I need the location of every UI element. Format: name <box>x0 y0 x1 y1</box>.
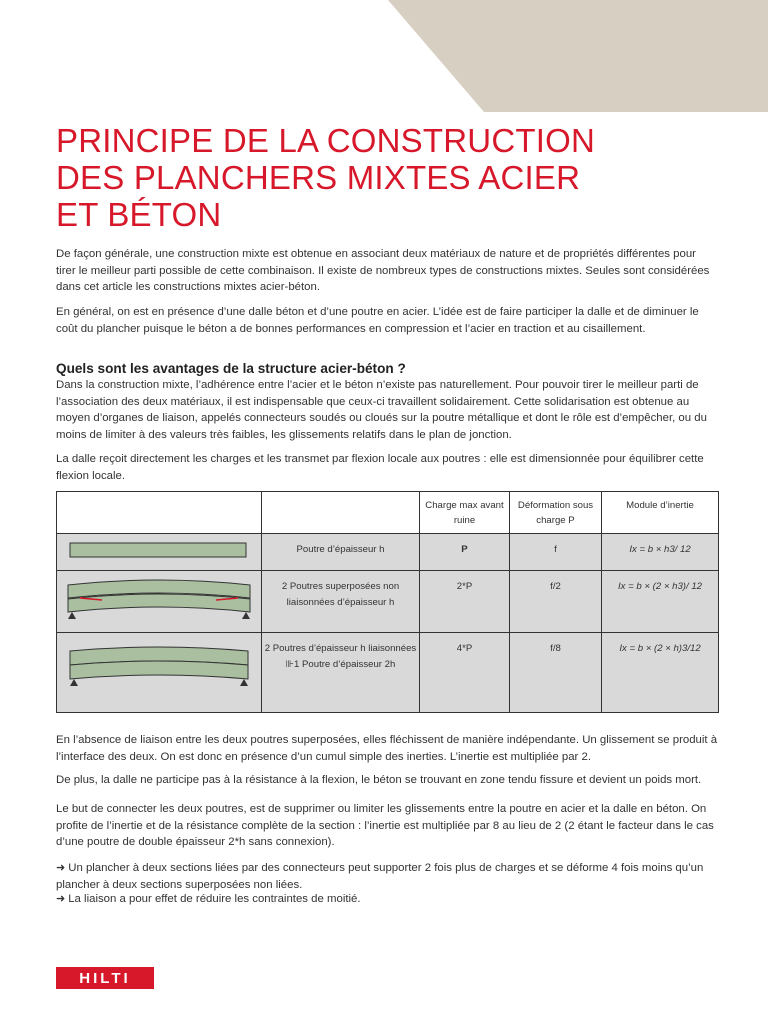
after-paragraph-1: En l’absence de liaison entre les deux poutres superposées, elles fléchissent de manière indépendante. Un glissement se produit à l’interface des deux. On est donc en présence d’un cumul simple des inerties. L’inertie est multipliée par 2. <box>56 734 718 763</box>
after-paragraph-2: De plus, la dalle ne participe pas à la résistance à la flexion, le béton se trouvant en zone tendu fissure et devient un poids mort. <box>56 774 702 786</box>
section-heading: Quels sont les avantages de la structure acier-béton ? <box>56 361 406 376</box>
section-paragraph-1: Dans la construction mixte, l’adhérence entre l’acier et le béton n’existe pas naturellement. Pour pouvoir tirer le meilleur parti de l’association des deux matériaux, il est indispensable que ceux-ci travaillent solidairement. Cette solidarisation est obtenue au moyen d’organes de liaison, appelés connecteurs soudés ou cloués sur la poutre métallique et dont le rôle est d’empêcher, ou du moins de limiter à des valeurs très faibles, les glissements relatifs dans le plan de jonction. <box>56 379 707 441</box>
table-row <box>57 633 719 713</box>
beam-diagram-connected <box>57 633 262 713</box>
row-deformation: f <box>510 534 602 571</box>
row-deformation: f/8 <box>510 633 602 713</box>
after-paragraph-3: Le but de connecter les deux poutres, est de supprimer ou limiter les glissements entre la poutre en acier et la dalle en béton. On profite de l’inertie et de la résistance complète de la section : l’inertie est multipliée par 8 au lieu de 2 (2 étant le facteur dans le cas d’une poutre de double épaisseur 2*h sans connexion). <box>56 803 714 848</box>
table-header-row <box>57 492 719 534</box>
row-charge: P <box>420 534 510 571</box>
header-deformation: Déformation sous charge P <box>510 492 602 534</box>
row-charge: 4*P <box>420 633 510 713</box>
page-title: PRINCIPE DE LA CONSTRUCTION DES PLANCHERS MIXTES ACIER ET BÉTON <box>56 122 595 233</box>
comparison-table <box>56 491 719 713</box>
table-row <box>57 571 719 633</box>
row-deformation: f/2 <box>510 571 602 633</box>
header-charge: Charge max avant ruine <box>420 492 510 534</box>
decorative-corner-shape <box>0 0 768 120</box>
bullet-2: ➜ La liaison a pour effet de réduire les contraintes de moitié. <box>56 893 361 905</box>
arrow-right-icon: ➜ <box>56 893 66 905</box>
header-blank <box>262 492 420 534</box>
row-inertie: Ix = b × h3/ 12 <box>602 534 719 571</box>
section-paragraph-2: La dalle reçoit directement les charges et les transmet par flexion locale aux poutres : elle est dimensionnée pour équilibrer cette flexion locale. <box>56 453 704 482</box>
hilti-logo: HILTI <box>56 967 154 989</box>
bullet-1: ➜ Un plancher à deux sections liées par des connecteurs peut supporter 2 fois plus de charges et se déforme 4 fois moins qu’un plancher à deux sections superposées non liées. <box>56 862 704 891</box>
row-inertie: Ix = b × (2 × h)3/12 <box>602 633 719 713</box>
intro-paragraph-2: En général, on est en présence d’une dalle béton et d’une poutre en acier. L’idée est de faire participer la dalle et de diminuer le coût du plancher puisque le béton a de bonnes performances en compression et l’acier en traction et au cisaillement. <box>56 306 699 335</box>
row-charge: 2*P <box>420 571 510 633</box>
beam-diagram-superposed <box>57 571 262 633</box>
header-blank <box>57 492 262 534</box>
beam-diagram-single <box>57 534 262 571</box>
row-inertie: Ix = b × (2 × h3)/ 12 <box>602 571 719 633</box>
arrow-right-icon: ➜ <box>56 862 66 874</box>
row-description: Poutre d’épaisseur h <box>262 534 420 571</box>
table-row <box>57 534 719 571</box>
header-inertie: Module d’inertie <box>602 492 719 534</box>
row-description: 2 Poutres d’épaisseur h liaisonnées ⊪1 Poutre d’épaisseur 2h <box>262 633 420 713</box>
intro-paragraph-1: De façon générale, une construction mixte est obtenue en associant deux matériaux de nature et de propriétés différentes pour tirer le meilleur parti possible de cette combinaison. Il existe de nombreux types de constructions mixtes. Seules sont considérées dans cet article les constructions mixtes acier-béton. <box>56 248 710 293</box>
row-description: 2 Poutres superposées non liaisonnées d’épaisseur h <box>262 571 420 633</box>
